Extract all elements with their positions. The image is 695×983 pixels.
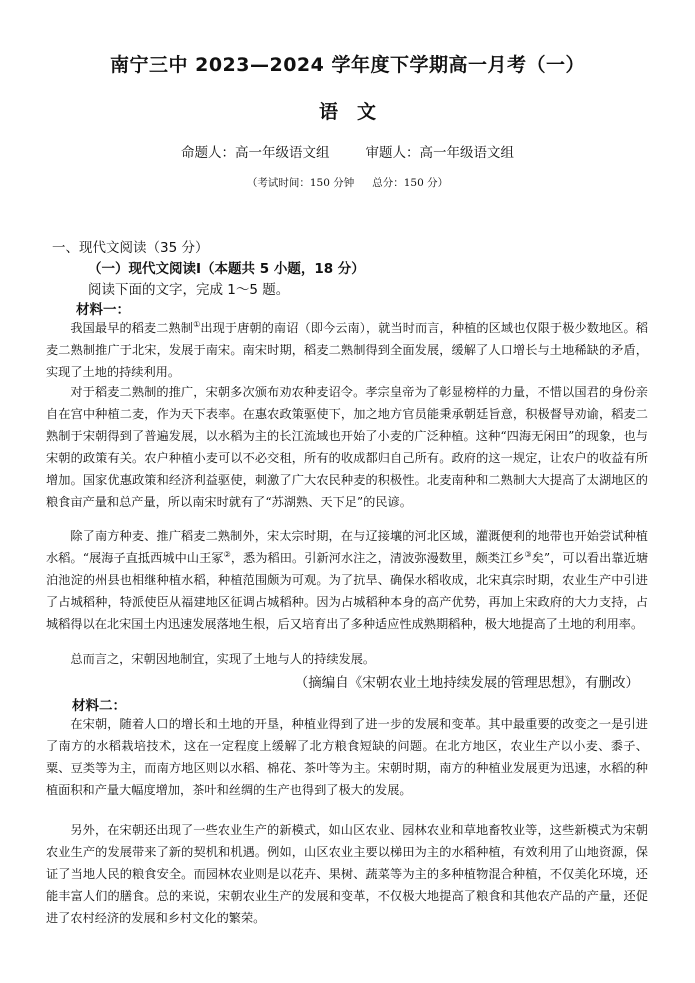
- exam-time: （考试时间：150 分钟: [246, 177, 355, 189]
- total-score: 总分：150 分）: [372, 177, 449, 189]
- material-2-label: 材料二：: [72, 698, 126, 714]
- footnote-marker: ③: [524, 549, 532, 559]
- subsection-heading: （一）现代文阅读Ⅰ（本题共 5 小题，18 分）: [88, 261, 365, 277]
- material-1-source: （摘编自《宋朝农业土地持续发展的管理思想》，有删改）: [294, 675, 639, 691]
- reviewer-label: 审题人：高一年级语文组: [365, 145, 514, 161]
- material-2-paragraph-2: 另外，在宋朝还出现了一些农业生产的新模式，如山区农业、园林农业和草地畜牧业等，这些新模式为宋朝农业生产的发展带来了新的契机和机遇。例如，山区农业主要以梯田为主的水稻种植，有效利用了山地资源，保证了当地人民的粮食安全。而园林农业则是以花卉、果树、蔬菜等为主的多种植物混合种植，不仅美化环境，还能丰富人们的膳食。总的来说，宋朝农业生产的发展和变革，不仅极大地提高了粮食和其他农产品的产量，还促进了农村经济的发展和乡村文化的繁荣。: [46, 823, 648, 925]
- material-1-paragraph-1: 我国最早的稻麦二熟制①出现于唐朝的南诏（即今云南），就当时而言，种植的区域也仅限于极少数地区。稻麦二熟制推广于北宋，发展于南宋。南宋时期，稻麦二熟制得到全面发展，缓解了人口增长与土地稀缺的矛盾，实现了土地的持续利用。: [46, 319, 649, 379]
- proposer-label: 命题人：高一年级语文组: [181, 145, 330, 161]
- exam-setters: [0, 141, 695, 161]
- material-1-label: 材料一：: [76, 302, 130, 318]
- material-1-paragraph-4: 总而言之，宋朝因地制宜，实现了土地与人的持续发展。: [70, 652, 376, 666]
- reading-instruction: 阅读下面的文字，完成 1～5 题。: [88, 282, 290, 298]
- footnote-marker: ②: [223, 549, 231, 559]
- exam-title: 南宁三中 2023—2024 学年度下学期高一月考（一）: [110, 54, 585, 76]
- section-heading: 一、现代文阅读（35 分）: [52, 240, 209, 256]
- material-2-paragraph-1: 在宋朝，随着人口的增长和土地的开垦，种植业得到了进一步的发展和变革。其中最重要的改变之一是引进了南方的水稻栽培技术，这在一定程度上缓解了北方粮食短缺的问题。在北方地区，农业生产以小麦、黍子、粟、豆类等为主，而南方地区则以水稻、棉花、茶叶等为主。宋朝时期，南方的种植业发展更为迅速，水稻的种植面积和产量大幅度增加，茶叶和丝绸的生产也得到了极大的发展。: [46, 717, 648, 797]
- subject-heading: 语 文: [318, 101, 376, 123]
- material-1-paragraph-3: 除了南方种麦、推广稻麦二熟制外，宋太宗时期，在与辽接壤的河北区域，灌溉便利的地带也开始尝试种植水稻。“展海子直抵西城中山王冢②，悉为稻田。引新河水注之，清波弥漫数里，颇类江乡③矣”，可以看出靠近塘泊池淀的州县也相继种植水稻，种植范围颇为可观。为了抗旱、确保水稻收成，北宋真宗时期，农业生产中引进了占城稻种，特派使臣从福建地区征调占城稻种。因为占城稻种本身的高产优势，再加上宋政府的大力支持，占城稻得以在北宋国土内迅速发展落地生根，后又培育出了多种适应性成熟期稻种，极大地提高了土地的利用率。: [46, 529, 649, 631]
- footnote-marker: ①: [193, 319, 201, 329]
- exam-time-info: [0, 175, 695, 190]
- material-1-paragraph-2: 对于稻麦二熟制的推广，宋朝多次颁布劝农种麦诏令。孝宗皇帝为了彰显榜样的力量，不惜以国君的身份亲自在宫中种植二麦，作为天下表率。在惠农政策驱使下，加之地方官员能秉承朝廷旨意，积极督导劝谕，稻麦二熟制于宋朝得到了普遍发展，以水稻为主的长江流域也开始了小麦的广泛种植。这种“四海无闲田”的现象，也与宋朝的政策有关。农户种植小麦可以不必交租，所有的收成都归自己所有。政府的这一规定，让农户的收益有所增加。国家优惠政策和经济利益驱使，刺激了广大农民种麦的积极性。北麦南种和二熟制大大提高了太湖地区的粮食亩产量和总产量，所以南宋时就有了“苏湖熟、天下足”的民谚。: [46, 385, 648, 509]
